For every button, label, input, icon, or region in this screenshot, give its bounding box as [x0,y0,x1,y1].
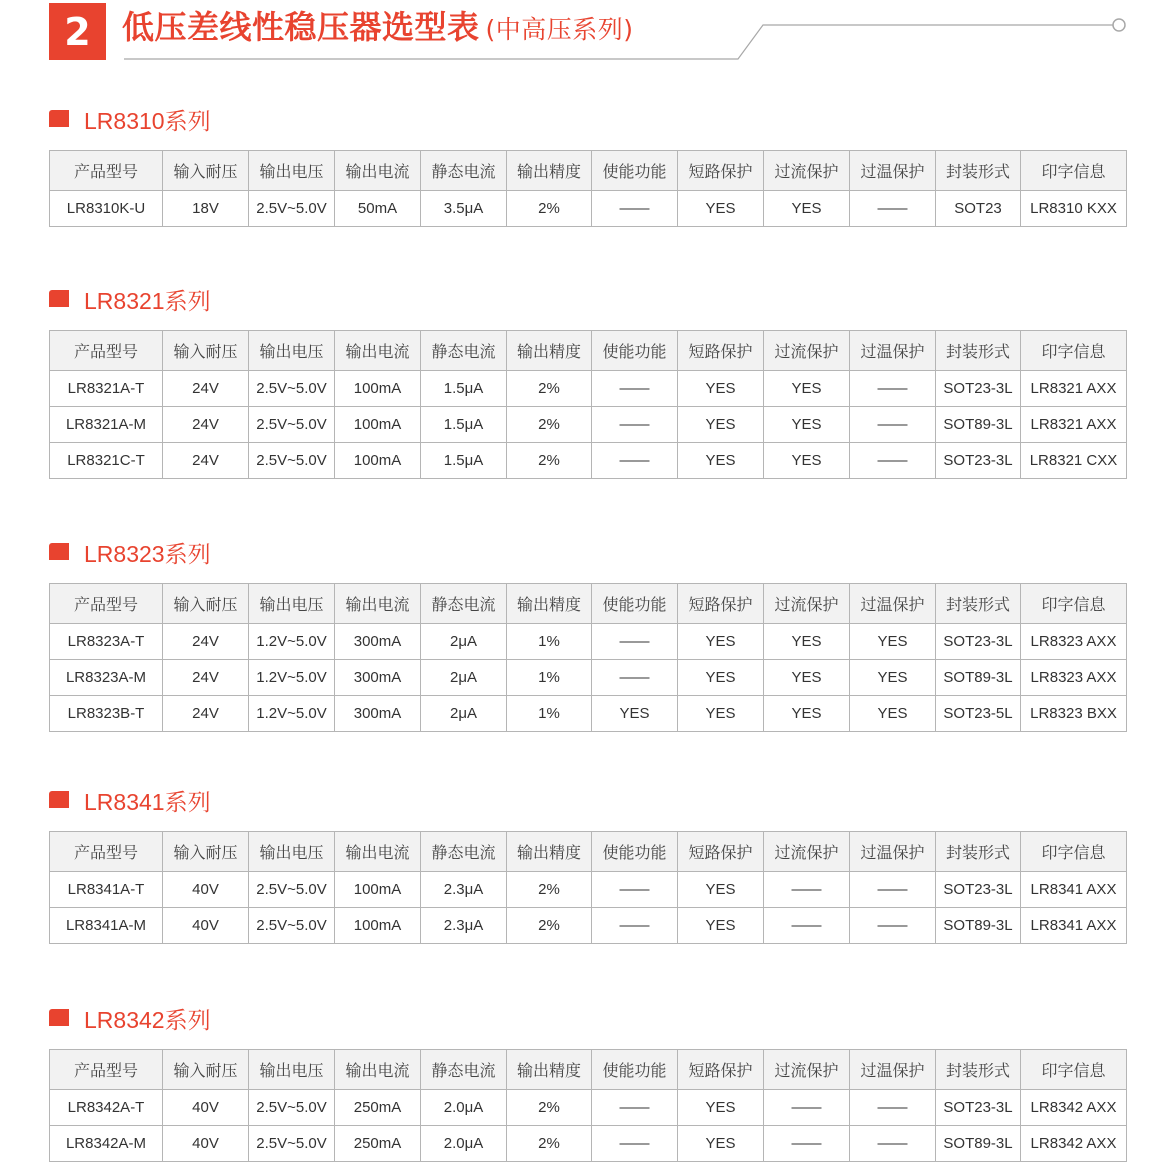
table-cell: 2.5V~5.0V [249,371,335,407]
table-cell: LR8321 CXX [1021,443,1127,479]
column-header: 输出精度 [507,331,592,371]
column-header: 输出电流 [335,832,421,872]
table-cell: —— [850,1090,936,1126]
selection-table [49,583,1127,732]
table-row [50,624,1127,660]
series-section [49,103,1126,227]
table-header-row [50,331,1127,371]
column-header: 使能功能 [592,151,678,191]
table-cell: 100mA [335,908,421,944]
table-cell: 2.5V~5.0V [249,443,335,479]
table-cell: LR8321A-T [50,371,163,407]
column-header: 使能功能 [592,584,678,624]
column-header: 过流保护 [764,584,850,624]
table-row [50,191,1127,227]
table-cell: LR8342 AXX [1021,1126,1127,1162]
series-marker-icon [49,290,69,307]
column-header: 印字信息 [1021,832,1127,872]
table-cell: LR8342A-M [50,1126,163,1162]
table-header-row [50,832,1127,872]
series-section [49,283,1126,479]
table-cell: 40V [163,872,249,908]
column-header: 输入耐压 [163,584,249,624]
table-cell: YES [678,443,764,479]
selection-table [49,150,1127,227]
column-header: 过流保护 [764,832,850,872]
column-header: 输出电压 [249,584,335,624]
table-cell: 300mA [335,624,421,660]
table-cell: 2.5V~5.0V [249,872,335,908]
table-cell: 2.3μA [421,872,507,908]
table-cell: —— [592,443,678,479]
column-header: 过流保护 [764,151,850,191]
table-cell: YES [764,371,850,407]
table-cell: —— [850,407,936,443]
series-heading [49,103,1126,139]
series-section [49,784,1126,944]
table-cell: 2.0μA [421,1126,507,1162]
column-header: 输出精度 [507,151,592,191]
table-cell: —— [592,1090,678,1126]
column-header: 过流保护 [764,331,850,371]
table-cell: SOT23-3L [936,443,1021,479]
table-cell: 250mA [335,1090,421,1126]
column-header: 过温保护 [850,1050,936,1090]
table-cell: LR8341A-M [50,908,163,944]
table-cell: 2% [507,908,592,944]
selection-table [49,831,1127,944]
table-cell: 2μA [421,624,507,660]
series-heading [49,283,1126,319]
table-cell: LR8342 AXX [1021,1090,1127,1126]
table-cell: 250mA [335,1126,421,1162]
table-row [50,696,1127,732]
table-cell: YES [678,908,764,944]
table-cell: —— [592,908,678,944]
column-header: 产品型号 [50,832,163,872]
table-cell: 2% [507,1126,592,1162]
table-cell: LR8323A-M [50,660,163,696]
table-cell: —— [850,191,936,227]
table-cell: —— [592,407,678,443]
table-cell: 1.2V~5.0V [249,624,335,660]
table-cell: YES [764,191,850,227]
series-heading [49,536,1126,572]
column-header: 输入耐压 [163,832,249,872]
series-name: LR8310系列 [84,108,211,134]
table-cell: 1.2V~5.0V [249,696,335,732]
table-cell: 2% [507,1090,592,1126]
series-marker-icon [49,110,69,127]
column-header: 输出电压 [249,1050,335,1090]
table-cell: 2% [507,872,592,908]
column-header: 印字信息 [1021,331,1127,371]
column-header: 短路保护 [678,832,764,872]
column-header: 封装形式 [936,832,1021,872]
table-cell: YES [764,443,850,479]
table-cell: 2.0μA [421,1090,507,1126]
section-number-badge: 2 [49,3,106,60]
column-header: 封装形式 [936,151,1021,191]
table-cell: 100mA [335,443,421,479]
series-section [49,1002,1126,1162]
header-decor-line [0,0,1159,62]
table-cell: —— [592,660,678,696]
table-cell: SOT23 [936,191,1021,227]
page-subtitle: (中高压系列) [485,15,634,44]
table-cell: YES [678,624,764,660]
table-cell: 2% [507,191,592,227]
table-cell: LR8321 AXX [1021,371,1127,407]
table-cell: 1.2V~5.0V [249,660,335,696]
table-row [50,407,1127,443]
column-header: 短路保护 [678,1050,764,1090]
table-cell: YES [764,696,850,732]
table-cell: 40V [163,1090,249,1126]
series-name: LR8342系列 [84,1007,211,1033]
column-header: 使能功能 [592,331,678,371]
table-cell: 24V [163,660,249,696]
table-cell: LR8321A-M [50,407,163,443]
table-cell: YES [678,872,764,908]
column-header: 输出电流 [335,331,421,371]
table-cell: —— [592,624,678,660]
table-cell: —— [850,371,936,407]
table-cell: —— [764,908,850,944]
table-cell: 1.5μA [421,371,507,407]
table-cell: LR8323 BXX [1021,696,1127,732]
column-header: 过流保护 [764,1050,850,1090]
table-cell: 2% [507,371,592,407]
table-cell: —— [850,1126,936,1162]
selection-table [49,1049,1127,1162]
column-header: 短路保护 [678,331,764,371]
table-cell: 24V [163,407,249,443]
table-cell: LR8321 AXX [1021,407,1127,443]
column-header: 过温保护 [850,331,936,371]
column-header: 产品型号 [50,584,163,624]
column-header: 静态电流 [421,151,507,191]
table-cell: YES [850,696,936,732]
table-cell: SOT23-3L [936,1090,1021,1126]
column-header: 产品型号 [50,151,163,191]
table-cell: —— [850,443,936,479]
table-cell: 24V [163,371,249,407]
table-cell: 50mA [335,191,421,227]
column-header: 输出精度 [507,584,592,624]
table-cell: 24V [163,696,249,732]
column-header: 静态电流 [421,584,507,624]
column-header: 产品型号 [50,1050,163,1090]
column-header: 静态电流 [421,331,507,371]
column-header: 输入耐压 [163,1050,249,1090]
table-cell: SOT23-5L [936,696,1021,732]
table-cell: 40V [163,908,249,944]
column-header: 输出精度 [507,832,592,872]
table-cell: SOT89-3L [936,1126,1021,1162]
table-cell: YES [592,696,678,732]
table-cell: YES [850,660,936,696]
table-cell: SOT89-3L [936,908,1021,944]
column-header: 短路保护 [678,151,764,191]
table-cell: 2.5V~5.0V [249,1126,335,1162]
table-row [50,443,1127,479]
table-cell: 24V [163,443,249,479]
column-header: 输出电流 [335,1050,421,1090]
table-cell: YES [764,660,850,696]
selection-table [49,330,1127,479]
table-cell: 2μA [421,660,507,696]
column-header: 输出电压 [249,331,335,371]
table-cell: —— [764,872,850,908]
column-header: 印字信息 [1021,584,1127,624]
table-cell: 2% [507,443,592,479]
column-header: 印字信息 [1021,1050,1127,1090]
column-header: 输出电压 [249,832,335,872]
table-cell: —— [764,1090,850,1126]
series-name: LR8341系列 [84,789,211,815]
table-cell: 2.5V~5.0V [249,1090,335,1126]
column-header: 封装形式 [936,1050,1021,1090]
series-marker-icon [49,1009,69,1026]
table-cell: YES [678,191,764,227]
table-cell: 100mA [335,872,421,908]
table-cell: 300mA [335,696,421,732]
table-cell: SOT89-3L [936,407,1021,443]
series-name: LR8321系列 [84,288,211,314]
column-header: 输出电流 [335,151,421,191]
column-header: 输出电压 [249,151,335,191]
series-heading [49,784,1126,820]
column-header: 使能功能 [592,832,678,872]
column-header: 输入耐压 [163,151,249,191]
table-cell: SOT23-3L [936,371,1021,407]
table-row [50,872,1127,908]
series-section [49,536,1126,732]
table-cell: 24V [163,624,249,660]
table-cell: —— [850,872,936,908]
page-header [0,0,1159,62]
table-cell: —— [764,1126,850,1162]
column-header: 输出电流 [335,584,421,624]
table-cell: 100mA [335,407,421,443]
table-cell: SOT23-3L [936,624,1021,660]
table-cell: 2.5V~5.0V [249,407,335,443]
table-cell: 1% [507,624,592,660]
table-row [50,1126,1127,1162]
column-header: 产品型号 [50,331,163,371]
table-cell: SOT89-3L [936,660,1021,696]
column-header: 静态电流 [421,1050,507,1090]
series-name: LR8323系列 [84,541,211,567]
table-cell: LR8341 AXX [1021,908,1127,944]
table-cell: LR8321C-T [50,443,163,479]
table-cell: YES [678,1090,764,1126]
table-cell: YES [850,624,936,660]
table-cell: LR8341A-T [50,872,163,908]
table-cell: LR8323 AXX [1021,624,1127,660]
table-cell: 2.3μA [421,908,507,944]
table-cell: YES [678,371,764,407]
column-header: 短路保护 [678,584,764,624]
column-header: 过温保护 [850,584,936,624]
table-row [50,660,1127,696]
column-header: 封装形式 [936,331,1021,371]
table-cell: —— [850,908,936,944]
table-cell: YES [678,696,764,732]
column-header: 使能功能 [592,1050,678,1090]
table-cell: LR8323A-T [50,624,163,660]
table-cell: 1% [507,660,592,696]
table-cell: LR8323B-T [50,696,163,732]
table-header-row [50,151,1127,191]
column-header: 过温保护 [850,832,936,872]
column-header: 过温保护 [850,151,936,191]
table-cell: 100mA [335,371,421,407]
table-cell: YES [678,407,764,443]
table-row [50,1090,1127,1126]
table-cell: 3.5μA [421,191,507,227]
table-cell: YES [764,407,850,443]
table-cell: 1.5μA [421,407,507,443]
table-cell: 2.5V~5.0V [249,191,335,227]
table-cell: 2.5V~5.0V [249,908,335,944]
series-heading [49,1002,1126,1038]
table-cell: —— [592,1126,678,1162]
table-cell: 2μA [421,696,507,732]
table-cell: 40V [163,1126,249,1162]
table-header-row [50,1050,1127,1090]
table-cell: 2% [507,407,592,443]
table-cell: —— [592,371,678,407]
table-cell: LR8341 AXX [1021,872,1127,908]
table-cell: SOT23-3L [936,872,1021,908]
table-cell: 300mA [335,660,421,696]
table-cell: LR8342A-T [50,1090,163,1126]
table-header-row [50,584,1127,624]
table-cell: 1% [507,696,592,732]
table-cell: LR8323 AXX [1021,660,1127,696]
table-cell: LR8310K-U [50,191,163,227]
column-header: 封装形式 [936,584,1021,624]
table-row [50,908,1127,944]
table-cell: YES [764,624,850,660]
series-marker-icon [49,543,69,560]
table-cell: 18V [163,191,249,227]
table-cell: 1.5μA [421,443,507,479]
table-cell: —— [592,872,678,908]
column-header: 输入耐压 [163,331,249,371]
table-cell: —— [592,191,678,227]
column-header: 输出精度 [507,1050,592,1090]
table-cell: YES [678,1126,764,1162]
table-cell: YES [678,660,764,696]
table-row [50,371,1127,407]
page-title-text: 低压差线性稳压器选型表 [122,8,480,46]
series-marker-icon [49,791,69,808]
column-header: 印字信息 [1021,151,1127,191]
table-cell: LR8310 KXX [1021,191,1127,227]
column-header: 静态电流 [421,832,507,872]
